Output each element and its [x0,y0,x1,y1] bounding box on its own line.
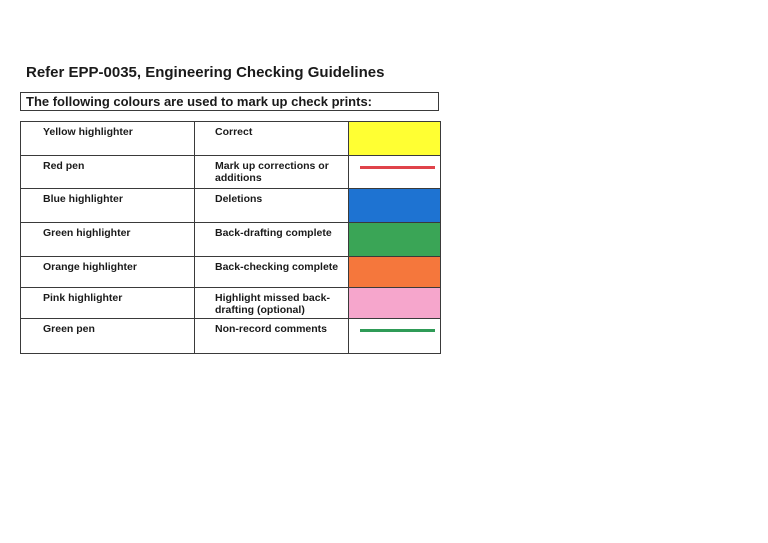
meaning-cell: Back-drafting complete [195,223,349,257]
pen-line-wrap [349,319,440,353]
tool-cell: Green highlighter [21,223,195,257]
pen-stroke-sample [360,329,435,332]
table-row [21,223,441,257]
colour-swatch [349,189,441,223]
meaning-cell: Non-record comments [195,319,349,354]
meaning-cell: Highlight missed back-drafting (optional) [195,288,349,319]
meaning-cell: Back-checking complete [195,257,349,288]
table-row [21,189,441,223]
instructions-box: The following colours are used to mark up check prints: [20,92,439,111]
tool-cell: Yellow highlighter [21,122,195,156]
document-title: Refer EPP-0035, Engineering Checking Guidelines [26,64,385,81]
tool-cell: Pink highlighter [21,288,195,319]
colour-swatch [349,257,441,288]
tool-cell: Green pen [21,319,195,354]
colour-swatch [349,319,441,354]
colour-swatch [349,223,441,257]
pen-stroke-sample [360,166,435,169]
tool-cell: Red pen [21,156,195,189]
colour-swatch [349,156,441,189]
table-row [21,319,441,354]
table-row [21,257,441,288]
table-row [21,288,441,319]
colour-swatch [349,122,441,156]
meaning-cell: Mark up corrections or additions [195,156,349,189]
pen-line-wrap [349,156,440,188]
colour-swatch [349,288,441,319]
table-row [21,156,441,189]
colour-legend-table [20,121,441,354]
meaning-cell: Correct [195,122,349,156]
tool-cell: Blue highlighter [21,189,195,223]
tool-cell: Orange highlighter [21,257,195,288]
meaning-cell: Deletions [195,189,349,223]
table-row [21,122,441,156]
